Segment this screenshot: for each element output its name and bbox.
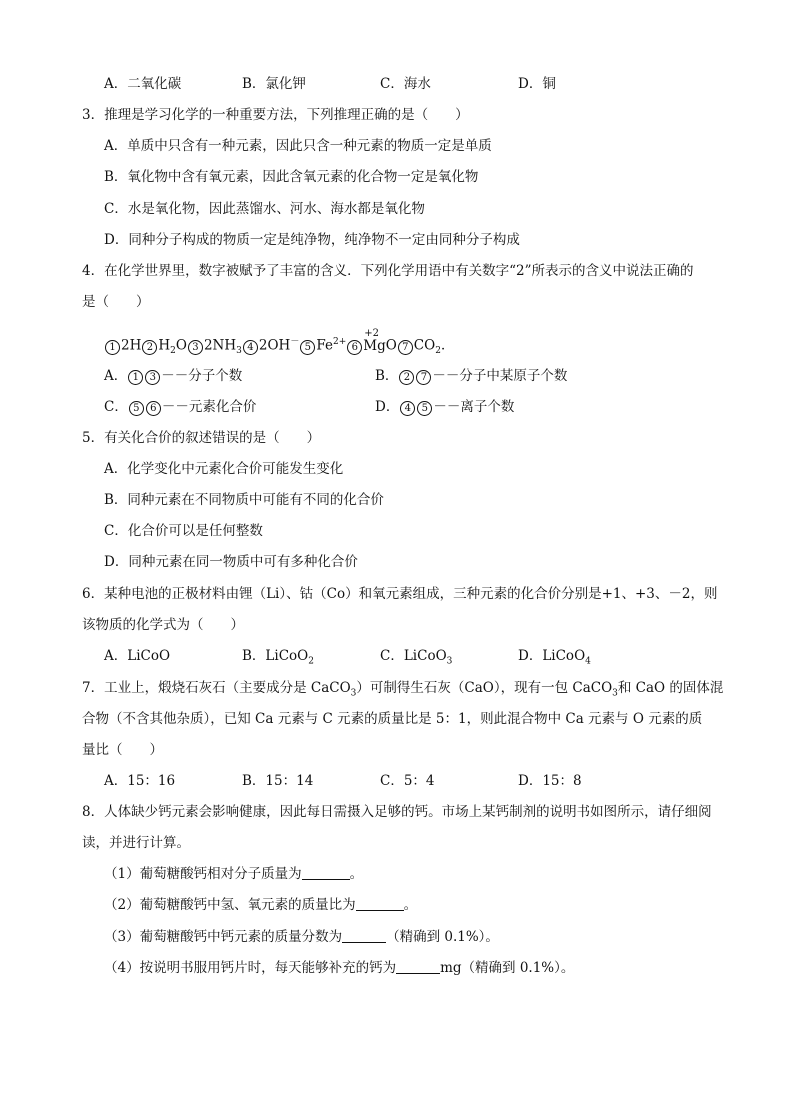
q6-option-d: D．LiCoO$_4$ <box>518 648 591 667</box>
subscript: 3 <box>236 346 242 357</box>
q8-stem-line1: 8．人体缺少钙元素会影响健康，因此每日需摄入足够的钙。市场上某钙制剂的说明书如图所示，请仔细阅 <box>82 804 712 820</box>
q2-option-b: B．氯化钾 <box>242 76 306 92</box>
formula-text: ． <box>440 337 455 354</box>
q6-option-b: B．LiCoO$_2$ <box>242 648 314 667</box>
q4-option-c: C． 5 6 －－元素化合价 <box>104 399 257 415</box>
q3-option-b: B．氧化物中含有氧元素，因此含氧元素的化合物一定是氧化物 <box>104 169 479 185</box>
formula-text: CO <box>413 337 436 354</box>
q5-option-a: A．化学变化中元素化合价可能发生变化 <box>104 461 344 477</box>
q7-stem-line1: 7．工业上，煅烧石灰石（主要成分是 CaCO$_3$）可制得生石灰（CaO），现有一包 CaCO$_3$和 CaO 的固体混 <box>82 680 724 699</box>
circled-number: 6 <box>347 340 362 355</box>
q4-options-row2 <box>104 397 646 417</box>
q2-option-a: A．二氧化碳 <box>104 76 182 92</box>
superscript: 2+ <box>332 337 347 347</box>
circled-number: 4 <box>400 401 415 416</box>
q7-stem-line2: 合物（不含其他杂质），已知 Ca 元素与 C 元素的质量比是 5：1，则此混合物中 Ca 元素与 O 元素的质 <box>82 711 703 727</box>
q8-sub1: （1）葡萄糖酸钙相对分子质量为 。 <box>104 866 364 882</box>
circled-number: 2 <box>399 370 414 385</box>
formula-text: Mg <box>363 337 386 354</box>
circled-number: 3 <box>145 370 160 385</box>
q2-option-d: D．铜 <box>518 76 556 92</box>
q4-option-b: B． 2 7 －－分子中某原子个数 <box>375 368 568 384</box>
q6-option-a: A．LiCoO <box>104 648 171 664</box>
q7-option-b: B．15：14 <box>242 773 314 789</box>
formula-text: 2H <box>121 337 142 354</box>
circled-number: 5 <box>129 401 144 416</box>
q4-stem-line1: 4．在化学世界里，数字被赋予了丰富的含义．下列化学用语中有关数字“2”所表示的含义中说法正确的 <box>82 263 694 279</box>
q4-option-d: D． 4 5 －－离子个数 <box>375 399 515 415</box>
circled-number: 7 <box>398 340 413 355</box>
q2-options <box>104 74 656 94</box>
q8-sub2: （2）葡萄糖酸钙中氢、氧元素的质量比为 。 <box>104 897 418 913</box>
subscript: 2 <box>170 346 176 357</box>
answer-blank[interactable] <box>396 959 440 974</box>
circled-number: 2 <box>142 340 157 355</box>
q4-option-a: A． 1 3 －－分子个数 <box>104 368 243 384</box>
q8-sub4: （4）按说明书服用钙片时，每天能够补充的钙为 mg（精确到 0.1%）。 <box>104 960 575 976</box>
formula-text: H <box>158 337 171 354</box>
valence-mark <box>363 327 386 356</box>
q5-option-c: C．化合价可以是任何整数 <box>104 523 263 539</box>
formula-text: Fe <box>316 337 333 354</box>
q3-option-a: A．单质中只含有一种元素，因此只含一种元素的物质一定是单质 <box>104 138 492 154</box>
superscript: － <box>290 337 300 347</box>
circled-number: 3 <box>188 340 203 355</box>
circled-number: 1 <box>128 370 143 385</box>
answer-blank[interactable] <box>356 896 404 911</box>
q7-options <box>104 771 656 791</box>
valence-number: +2 <box>364 327 379 339</box>
formula-text: 2NH <box>203 337 237 354</box>
q7-option-d: D．15：8 <box>518 773 582 789</box>
circled-number: 5 <box>417 401 432 416</box>
formula-text: O <box>385 337 397 354</box>
q6-options <box>104 646 656 672</box>
q3-stem: 3．推理是学习化学的一种重要方法，下列推理正确的是（ ） <box>82 107 469 123</box>
circled-number: 1 <box>105 340 120 355</box>
q4-stem-line2: 是（ ） <box>82 294 150 310</box>
q7-stem-line3: 量比（ ） <box>82 742 163 758</box>
circled-number: 7 <box>416 370 431 385</box>
formula-text: O <box>175 337 187 354</box>
q4-formula-list <box>104 327 455 361</box>
formula-text: 2OH <box>258 337 291 354</box>
q6-option-c: C．LiCoO$_3$ <box>380 648 453 667</box>
circled-number: 5 <box>300 340 315 355</box>
q4-options-row1 <box>104 366 646 386</box>
q8-sub3: （3）葡萄糖酸钙中钙元素的质量分数为 （精确到 0.1%）。 <box>104 929 499 945</box>
circled-number: 4 <box>243 340 258 355</box>
q6-stem-line2: 该物质的化学式为（ ） <box>82 617 244 633</box>
circled-number: 6 <box>146 401 161 416</box>
q3-option-d: D．同种分子构成的物质一定是纯净物，纯净物不一定由同种分子构成 <box>104 232 520 248</box>
q5-option-d: D．同种元素在同一物质中可有多种化合价 <box>104 554 358 570</box>
answer-blank[interactable] <box>342 928 386 943</box>
q8-stem-line2: 读，并进行计算。 <box>82 835 190 851</box>
answer-blank[interactable] <box>302 865 350 880</box>
q2-option-c: C．海水 <box>380 76 431 92</box>
q3-option-c: C．水是氧化物，因此蒸馏水、河水、海水都是氧化物 <box>104 201 425 217</box>
q7-option-a: A．15：16 <box>104 773 176 789</box>
q6-stem-line1: 6．某种电池的正极材料由锂（Li）、钴（Co）和氧元素组成，三种元素的化合价分别是+1、+3、－2，则 <box>82 586 718 602</box>
q5-stem: 5．有关化合价的叙述错误的是（ ） <box>82 430 321 446</box>
q5-option-b: B．同种元素在不同物质中可能有不同的化合价 <box>104 492 384 508</box>
q7-option-c: C．5：4 <box>380 773 435 789</box>
subscript: 2 <box>435 346 441 357</box>
